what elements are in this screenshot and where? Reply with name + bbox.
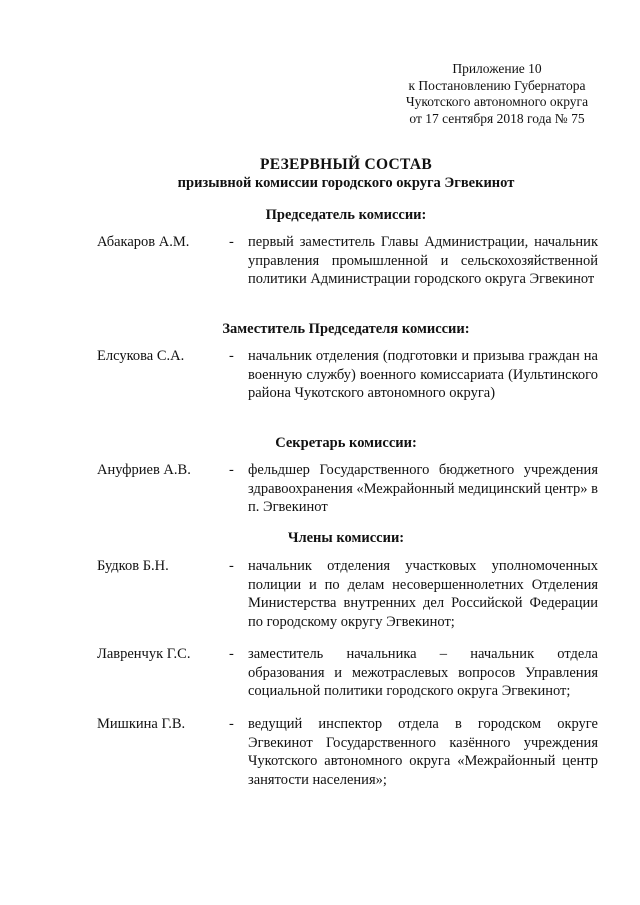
appendix-region: Чукотского автономного округа bbox=[405, 94, 589, 109]
member-name: Ануфриев А.В. bbox=[97, 462, 191, 478]
member-name: Елсукова С.А. bbox=[97, 348, 185, 364]
member-dash: - bbox=[229, 716, 234, 732]
member-dash: - bbox=[229, 348, 234, 364]
section-chairman-heading: Председатель комиссии: bbox=[265, 207, 427, 223]
section-secretary-heading: Секретарь комиссии: bbox=[275, 435, 417, 451]
document-title: РЕЗЕРВНЫЙ СОСТАВ bbox=[259, 156, 433, 173]
document-subtitle: призывной комиссии городского округа Эгвекинот bbox=[177, 175, 515, 191]
member-dash: - bbox=[229, 558, 234, 574]
appendix-decree: к Постановлению Губернатора bbox=[408, 77, 586, 93]
member-role: ведущий инспектор отдела в городском округе Эгвекинот Государственного казённого учреждения Чукотского автономного округа «Межрайонный центр занятости населения»; bbox=[248, 716, 598, 788]
member-dash: - bbox=[229, 462, 234, 478]
appendix-number: Приложение 10 bbox=[452, 61, 542, 76]
appendix-date: от 17 сентября 2018 года № 75 bbox=[409, 110, 585, 126]
member-role: заместитель начальника – начальник отдела образования и межотраслевых вопросов Управления социальной политики городского округа Эгвекинот; bbox=[248, 646, 598, 699]
member-name: Лавренчук Г.С. bbox=[97, 646, 191, 662]
member-name: Абакаров А.М. bbox=[97, 234, 190, 250]
section-members-heading: Члены комиссии: bbox=[287, 530, 405, 546]
member-role: фельдшер Государственного бюджетного учреждения здравоохранения «Межрайонный медицинский центр» в п. Эгвекинот bbox=[248, 462, 599, 515]
member-dash: - bbox=[229, 234, 234, 250]
member-name: Будков Б.Н. bbox=[97, 558, 169, 574]
member-dash: - bbox=[229, 646, 234, 662]
member-role: первый заместитель Главы Администрации, начальник управления промышленной и сельскохозяйственной политики Администрации городского округа Эгвекинот bbox=[248, 234, 598, 287]
appendix-reference bbox=[392, 61, 602, 127]
section-deputy-heading: Заместитель Председателя комиссии: bbox=[222, 321, 470, 337]
member-role: начальник отделения (подготовки и призыва граждан на военную службу) военного комиссариата (Иультинского района Чукотского автономного округа) bbox=[248, 348, 598, 401]
member-role: начальник отделения участковых уполномоченных полиции и по делам несовершеннолетних Отделения Министерства внутренних дел Российской Федерации по городскому округу Эгвекинот; bbox=[248, 558, 598, 630]
member-name: Мишкина Г.В. bbox=[97, 716, 186, 732]
